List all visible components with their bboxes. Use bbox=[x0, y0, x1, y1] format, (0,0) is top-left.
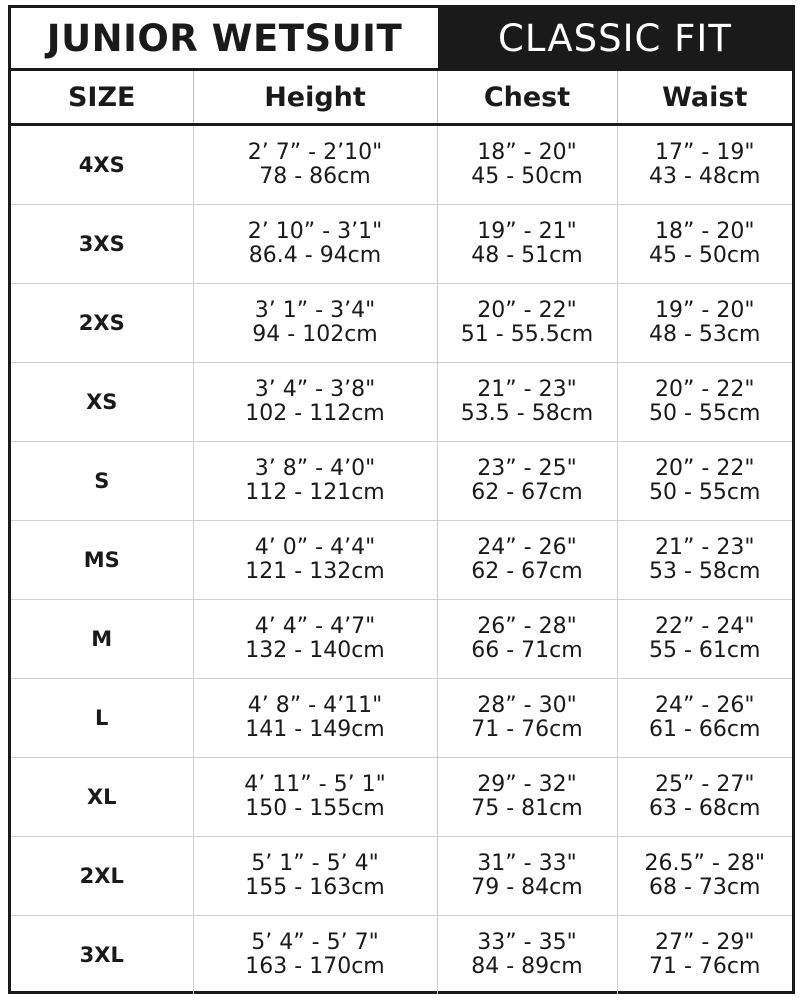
height-metric: 112 - 121cm bbox=[245, 480, 385, 505]
table-row bbox=[11, 916, 792, 995]
height-metric: 155 - 163cm bbox=[245, 875, 385, 900]
chest-metric: 62 - 67cm bbox=[471, 559, 583, 584]
chest-cell bbox=[437, 521, 617, 600]
waist-imperial: 20” - 22" bbox=[655, 456, 755, 481]
chest-imperial: 21” - 23" bbox=[477, 377, 577, 402]
size-cell: XS bbox=[11, 363, 193, 442]
height-metric: 94 - 102cm bbox=[252, 322, 378, 347]
header-row bbox=[11, 71, 792, 125]
height-imperial: 5’ 4” - 5’ 7" bbox=[251, 930, 379, 955]
chest-cell bbox=[437, 758, 617, 837]
table-row bbox=[11, 284, 792, 363]
chest-cell bbox=[437, 679, 617, 758]
chest-imperial: 20” - 22" bbox=[477, 298, 577, 323]
size-cell: 4XS bbox=[11, 125, 193, 205]
chest-metric: 45 - 50cm bbox=[471, 164, 583, 189]
chest-imperial: 31” - 33" bbox=[477, 851, 577, 876]
chest-metric: 48 - 51cm bbox=[471, 243, 583, 268]
waist-cell bbox=[617, 205, 792, 284]
waist-metric: 71 - 76cm bbox=[649, 954, 761, 979]
waist-imperial: 25” - 27" bbox=[655, 772, 755, 797]
waist-cell bbox=[617, 521, 792, 600]
height-imperial: 2’ 7” - 2’10" bbox=[247, 140, 383, 165]
header-chest: Chest bbox=[437, 71, 617, 125]
height-metric: 163 - 170cm bbox=[245, 954, 385, 979]
waist-cell bbox=[617, 363, 792, 442]
waist-imperial: 24” - 26" bbox=[655, 693, 755, 718]
waist-imperial: 19” - 20" bbox=[655, 298, 755, 323]
chest-imperial: 33” - 35" bbox=[477, 930, 577, 955]
height-cell bbox=[193, 521, 437, 600]
chest-cell bbox=[437, 837, 617, 916]
waist-imperial: 18” - 20" bbox=[655, 219, 755, 244]
height-cell bbox=[193, 125, 437, 205]
height-metric: 150 - 155cm bbox=[245, 796, 385, 821]
table-row bbox=[11, 442, 792, 521]
waist-imperial: 21” - 23" bbox=[655, 535, 755, 560]
chest-imperial: 23” - 25" bbox=[477, 456, 577, 481]
chest-metric: 62 - 67cm bbox=[471, 480, 583, 505]
size-cell: 3XL bbox=[11, 916, 193, 995]
table-row bbox=[11, 600, 792, 679]
header-size: SIZE bbox=[11, 71, 193, 125]
chest-cell bbox=[437, 600, 617, 679]
table-row bbox=[11, 205, 792, 284]
chest-imperial: 18” - 20" bbox=[477, 140, 577, 165]
size-cell: 2XL bbox=[11, 837, 193, 916]
chart-title: JUNIOR WETSUIT bbox=[46, 16, 403, 60]
chest-cell bbox=[437, 363, 617, 442]
chest-imperial: 19” - 21" bbox=[477, 219, 577, 244]
chest-cell bbox=[437, 284, 617, 363]
height-metric: 132 - 140cm bbox=[245, 638, 385, 663]
title-bar bbox=[11, 8, 792, 71]
chest-metric: 84 - 89cm bbox=[471, 954, 583, 979]
waist-metric: 50 - 55cm bbox=[649, 401, 761, 426]
waist-imperial: 17” - 19" bbox=[655, 140, 755, 165]
waist-cell bbox=[617, 125, 792, 205]
height-cell bbox=[193, 284, 437, 363]
header-height: Height bbox=[193, 71, 437, 125]
chest-imperial: 29” - 32" bbox=[477, 772, 577, 797]
chest-imperial: 26” - 28" bbox=[477, 614, 577, 639]
waist-imperial: 26.5” - 28" bbox=[644, 851, 765, 876]
chest-cell bbox=[437, 125, 617, 205]
height-imperial: 4’ 11” - 5’ 1" bbox=[244, 772, 386, 797]
chest-metric: 71 - 76cm bbox=[471, 717, 583, 742]
size-cell: M bbox=[11, 600, 193, 679]
height-cell bbox=[193, 679, 437, 758]
height-imperial: 3’ 4” - 3’8" bbox=[254, 377, 376, 402]
waist-imperial: 20” - 22" bbox=[655, 377, 755, 402]
chest-metric: 75 - 81cm bbox=[471, 796, 583, 821]
height-imperial: 3’ 8” - 4’0" bbox=[254, 456, 376, 481]
header-waist: Waist bbox=[617, 71, 792, 125]
chest-cell bbox=[437, 205, 617, 284]
size-table bbox=[11, 71, 792, 994]
size-cell: MS bbox=[11, 521, 193, 600]
waist-imperial: 22” - 24" bbox=[655, 614, 755, 639]
waist-metric: 43 - 48cm bbox=[649, 164, 761, 189]
waist-metric: 48 - 53cm bbox=[649, 322, 761, 347]
waist-cell bbox=[617, 758, 792, 837]
waist-metric: 61 - 66cm bbox=[649, 717, 761, 742]
height-metric: 102 - 112cm bbox=[245, 401, 385, 426]
table-row bbox=[11, 521, 792, 600]
waist-cell bbox=[617, 916, 792, 995]
waist-imperial: 27” - 29" bbox=[655, 930, 755, 955]
height-imperial: 5’ 1” - 5’ 4" bbox=[251, 851, 379, 876]
height-imperial: 4’ 4” - 4’7" bbox=[254, 614, 376, 639]
waist-cell bbox=[617, 284, 792, 363]
table-row bbox=[11, 679, 792, 758]
chest-cell bbox=[437, 916, 617, 995]
size-cell: 3XS bbox=[11, 205, 193, 284]
height-imperial: 2’ 10” - 3’1" bbox=[247, 219, 383, 244]
chest-cell bbox=[437, 442, 617, 521]
waist-metric: 45 - 50cm bbox=[649, 243, 761, 268]
table-row bbox=[11, 758, 792, 837]
chest-metric: 51 - 55.5cm bbox=[460, 322, 594, 347]
waist-metric: 55 - 61cm bbox=[649, 638, 761, 663]
fit-label: CLASSIC FIT bbox=[438, 8, 792, 68]
chest-metric: 66 - 71cm bbox=[471, 638, 583, 663]
height-metric: 78 - 86cm bbox=[259, 164, 371, 189]
size-chart bbox=[8, 5, 795, 994]
height-cell bbox=[193, 600, 437, 679]
height-imperial: 3’ 1” - 3’4" bbox=[254, 298, 376, 323]
waist-cell bbox=[617, 837, 792, 916]
height-cell bbox=[193, 363, 437, 442]
waist-cell bbox=[617, 600, 792, 679]
height-imperial: 4’ 8” - 4’11" bbox=[247, 693, 383, 718]
height-cell bbox=[193, 205, 437, 284]
height-cell bbox=[193, 916, 437, 995]
table-row bbox=[11, 125, 792, 205]
size-cell: XL bbox=[11, 758, 193, 837]
chest-imperial: 28” - 30" bbox=[477, 693, 577, 718]
chest-metric: 53.5 - 58cm bbox=[460, 401, 594, 426]
waist-metric: 50 - 55cm bbox=[649, 480, 761, 505]
height-imperial: 4’ 0” - 4’4" bbox=[254, 535, 376, 560]
waist-cell bbox=[617, 442, 792, 521]
chest-imperial: 24” - 26" bbox=[477, 535, 577, 560]
waist-metric: 53 - 58cm bbox=[649, 559, 761, 584]
waist-metric: 63 - 68cm bbox=[649, 796, 761, 821]
waist-cell bbox=[617, 679, 792, 758]
size-cell: 2XS bbox=[11, 284, 193, 363]
height-metric: 86.4 - 94cm bbox=[248, 243, 382, 268]
height-cell bbox=[193, 758, 437, 837]
size-cell: L bbox=[11, 679, 193, 758]
height-cell bbox=[193, 837, 437, 916]
table-row bbox=[11, 363, 792, 442]
height-metric: 141 - 149cm bbox=[245, 717, 385, 742]
table-row bbox=[11, 837, 792, 916]
height-metric: 121 - 132cm bbox=[245, 559, 385, 584]
height-cell bbox=[193, 442, 437, 521]
chest-metric: 79 - 84cm bbox=[471, 875, 583, 900]
size-cell: S bbox=[11, 442, 193, 521]
waist-metric: 68 - 73cm bbox=[649, 875, 761, 900]
